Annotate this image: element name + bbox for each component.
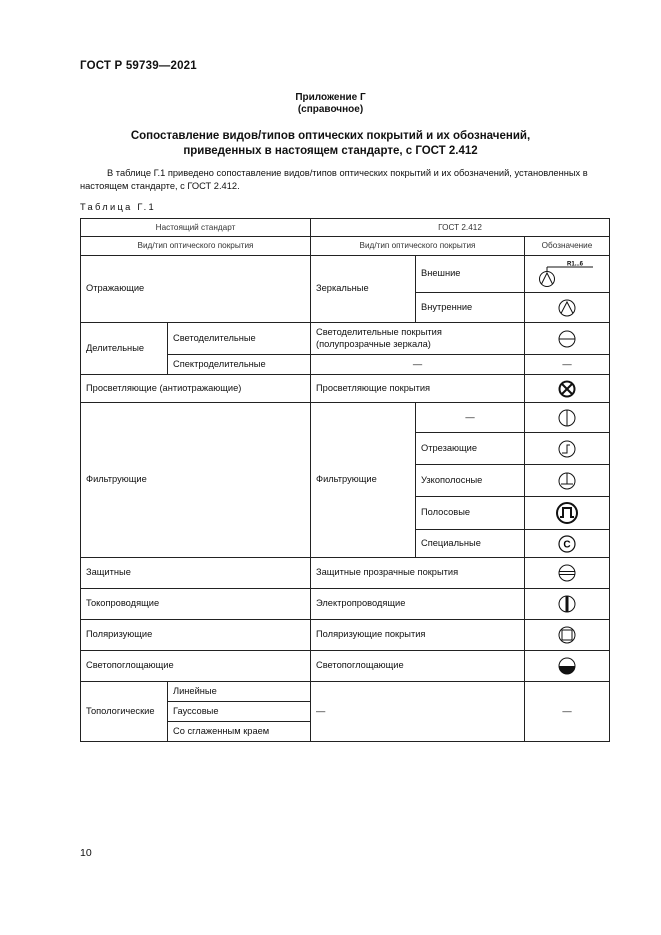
cell-cutoff: Отрезающие: [416, 433, 525, 465]
document-header: ГОСТ Р 59739—2021: [80, 60, 197, 72]
cell-mirror: Зеркальные: [311, 256, 416, 323]
cell-light-dividing-symbol: [525, 323, 610, 355]
header-coating-type-left: Вид/тип оптического покрытия: [81, 237, 311, 256]
header-gost: ГОСТ 2.412: [311, 219, 610, 237]
cell-light-dividing-gost: Светоделительные покрытия (полупрозрачные зеркала): [311, 323, 525, 355]
bandpass-filter-icon: [555, 501, 579, 525]
cell-polarizing: Поляризующие: [81, 620, 311, 651]
filter-icon: [557, 408, 577, 428]
conductive-coating-icon: [557, 594, 577, 614]
cell-internal: Внутренние: [416, 293, 525, 323]
cell-topological-symbol: —: [525, 682, 610, 742]
cell-spectral-dividing-symbol: —: [525, 355, 610, 375]
section-title-line1: Сопоставление видов/типов оптических покрытий и их обозначений,: [130, 130, 531, 142]
table-caption: Таблица Г.1: [80, 202, 156, 212]
cell-protective-gost: Защитные прозрачные покрытия: [311, 558, 525, 589]
antireflection-icon: [557, 379, 577, 399]
cell-topological-gost: —: [311, 682, 525, 742]
cell-conductive-gost: Электропроводящие: [311, 589, 525, 620]
beam-splitter-icon: [557, 329, 577, 349]
cell-protective-symbol: [525, 558, 610, 589]
cell-external: Внешние: [416, 256, 525, 293]
appendix-title: Приложение Г: [295, 92, 366, 103]
cell-light-dividing: Светоделительные: [168, 323, 311, 355]
polarizing-coating-icon: [557, 625, 577, 645]
special-symbol-label: С: [563, 539, 571, 550]
cell-linear: Линейные: [168, 682, 311, 702]
cell-absorbing: Светопоглощающие: [81, 651, 311, 682]
cutoff-filter-icon: [557, 439, 577, 459]
cell-bandpass-symbol: [525, 497, 610, 530]
cell-special: Специальные: [416, 530, 525, 558]
cell-internal-symbol: [525, 293, 610, 323]
cell-antireflection-symbol: [525, 375, 610, 403]
intro-paragraph: В таблице Г.1 приведено сопоставление видов/типов оптических покрытий и их обозначений, установленных в настоящем стандарте, с ГОСТ 2.412.: [80, 168, 588, 191]
cell-dividing: Делительные: [81, 323, 168, 375]
cell-smooth-edge: Со сглаженным краем: [168, 722, 311, 742]
external-mirror-icon: [537, 259, 597, 289]
section-title-line2: приведенных в настоящем стандарте, с ГОСТ 2.412: [183, 145, 478, 157]
cell-topological: Топологические: [81, 682, 168, 742]
external-symbol-label: R1...6: [567, 261, 584, 268]
cell-protective: Защитные: [81, 558, 311, 589]
cell-filtering-gost: Фильтрующие: [311, 403, 416, 558]
cell-spectral-dividing: Спектроделительные: [168, 355, 311, 375]
cell-special-symbol: [525, 530, 610, 558]
cell-antireflection: Просветляющие (антиотражающие): [81, 375, 311, 403]
cell-polarizing-gost: Поляризующие покрытия: [311, 620, 525, 651]
cell-filter-generic-symbol: [525, 403, 610, 433]
internal-mirror-icon: [557, 298, 577, 318]
cell-reflecting: Отражающие: [81, 256, 311, 323]
cell-filtering: Фильтрующие: [81, 403, 311, 558]
cell-conductive-symbol: [525, 589, 610, 620]
cell-narrowband-symbol: [525, 465, 610, 497]
cell-absorbing-gost: Светопоглощающие: [311, 651, 525, 682]
absorbing-coating-icon: [557, 656, 577, 676]
cell-external-symbol: [525, 256, 610, 293]
cell-filter-generic: —: [416, 403, 525, 433]
page-number: 10: [80, 847, 92, 859]
appendix-subtitle: (справочное): [297, 104, 364, 115]
cell-absorbing-symbol: [525, 651, 610, 682]
cell-spectral-dividing-gost: —: [311, 355, 525, 375]
cell-cutoff-symbol: [525, 433, 610, 465]
cell-bandpass: Полосовые: [416, 497, 525, 530]
protective-coating-icon: [557, 563, 577, 583]
narrowband-filter-icon: [557, 471, 577, 491]
special-filter-icon: [557, 534, 577, 554]
cell-conductive: Токопроводящие: [81, 589, 311, 620]
cell-antireflection-gost: Просветляющие покрытия: [311, 375, 525, 403]
cell-narrowband: Узкополосные: [416, 465, 525, 497]
cell-gaussian: Гауссовые: [168, 702, 311, 722]
header-this-standard: Настоящий стандарт: [81, 219, 311, 237]
comparison-table: [80, 218, 610, 742]
header-designation: Обозначение: [525, 237, 610, 256]
cell-polarizing-symbol: [525, 620, 610, 651]
header-coating-type-right: Вид/тип оптического покрытия: [311, 237, 525, 256]
